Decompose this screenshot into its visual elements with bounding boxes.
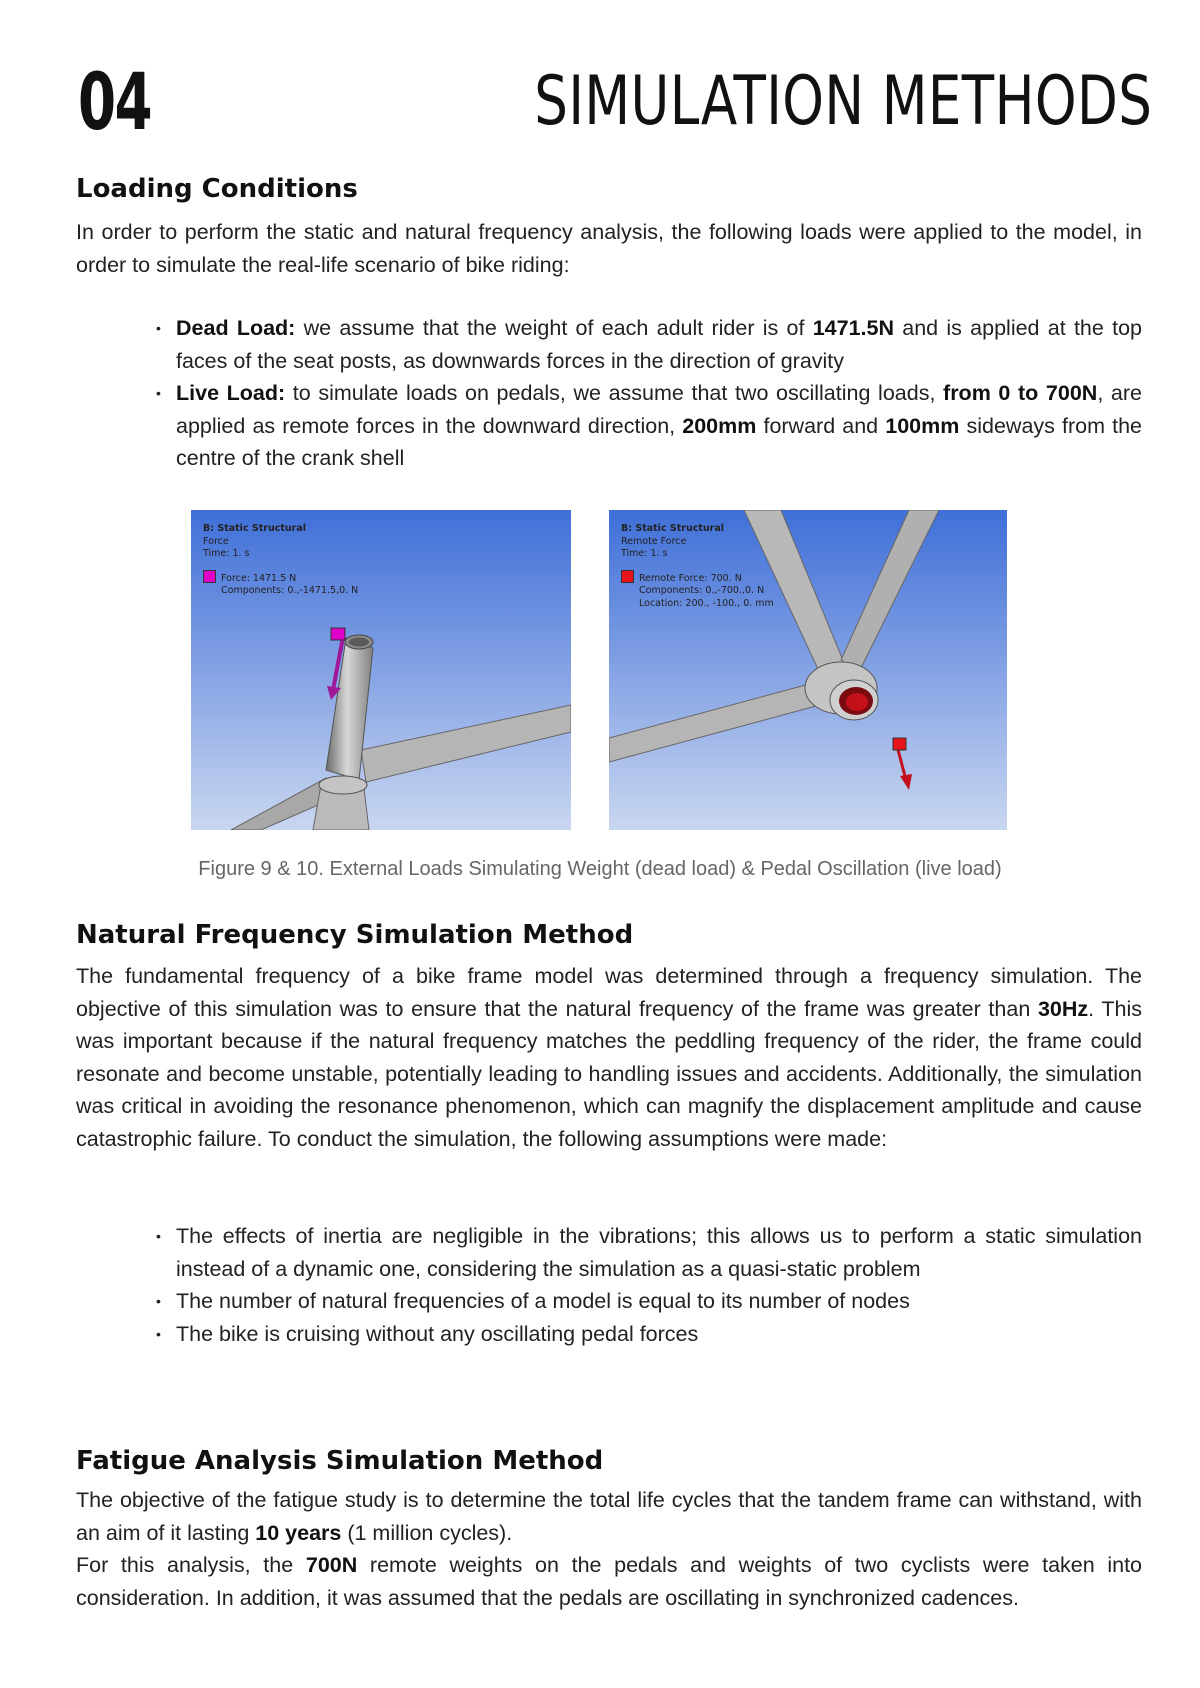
figure-9 xyxy=(191,510,571,830)
text: and is applied at the top faces of the seat posts, as downwards forces in the direction of gravity xyxy=(176,316,1142,373)
fatigue-paragraph xyxy=(76,1484,1142,1614)
text: (1 million cycles). xyxy=(341,1520,513,1545)
legend-force-row xyxy=(621,570,774,586)
legend-force-row xyxy=(203,570,358,586)
dead-load-value: 1471.5N xyxy=(812,316,895,340)
list-item: • The number of natural frequencies of a model is equal to its number of nodes xyxy=(158,1285,1142,1318)
legend-time: Time: 1. s xyxy=(621,548,668,559)
legend-time: Time: 1. s xyxy=(203,548,250,559)
list-item xyxy=(158,312,1142,377)
page-number: 04 xyxy=(78,58,152,148)
figure-9-legend xyxy=(203,523,358,598)
legend-location: Location: 200., -100., 0. mm xyxy=(639,597,774,609)
list-item: • The bike is cruising without any oscillating pedal forces xyxy=(158,1318,1142,1351)
legend-components: Components: 0.,-700.,0. N xyxy=(639,585,765,596)
figure-10-legend xyxy=(621,523,774,610)
legend-components: Components: 0.,-1471.5,0. N xyxy=(221,585,359,596)
forward-offset: 200mm xyxy=(682,413,757,438)
list-item xyxy=(158,377,1142,475)
frequency-value: 30Hz xyxy=(1037,996,1089,1021)
text: For this analysis, the xyxy=(76,1553,306,1577)
live-load-label: Live Load: xyxy=(176,381,286,405)
figure-10 xyxy=(609,510,1007,830)
list-item: • The effects of inertia are negligible in the vibrations; this allows us to perform a static simulation instead of a dynamic one, considering the simulation as a quasi-static problem xyxy=(158,1220,1142,1285)
live-load-range: from 0 to 700N xyxy=(943,381,1098,405)
fatigue-heading: Fatigue Analysis Simulation Method xyxy=(76,1446,604,1476)
legend-title: B: Static Structural xyxy=(621,523,724,534)
force-swatch xyxy=(203,570,216,583)
text: , are applied as remote forces in the downward direction, xyxy=(176,381,1142,438)
text: The objective of the fatigue study is to determine the total life cycles that the tandem frame can withstand, with an aim of it lasting xyxy=(76,1488,1142,1545)
assumption-list xyxy=(158,1220,1142,1350)
legend-type: Force xyxy=(203,535,229,547)
text: forward and xyxy=(756,413,886,438)
dead-load-label: Dead Load: xyxy=(176,316,296,340)
legend-type: Remote Force xyxy=(621,535,687,547)
natural-heading: Natural Frequency Simulation Method xyxy=(76,920,634,950)
text: remote weights on the pedals and weights of two cyclists were taken into consideration. In addition, it was assumed that the pedals are oscillating in synchronized cadences. xyxy=(76,1553,1143,1610)
loading-heading: Loading Conditions xyxy=(76,174,358,204)
text: to simulate loads on pedals, we assume that two oscillating loads, xyxy=(285,381,944,405)
legend-force: Force: 1471.5 N xyxy=(221,572,297,584)
legend-title: B: Static Structural xyxy=(203,523,306,534)
text: The fundamental frequency of a bike frame model was determined through a frequency simulation. The objective of this simulation was to ensure that the natural frequency of the frame was greater than xyxy=(76,964,1142,1021)
loading-intro: In order to perform the static and natural frequency analysis, the following loads were applied to the model, in order to simulate the real-life scenario of bike riding: xyxy=(76,220,1142,277)
load-list xyxy=(158,312,1142,475)
figure-caption: Figure 9 & 10. External Loads Simulating Weight (dead load) & Pedal Oscillation (live load) xyxy=(198,858,1002,880)
sideways-offset: 100mm xyxy=(885,413,960,438)
text: . This was important because if the natural frequency matches the peddling frequency of the rider, the frame could resonate and become unstable, potentially leading to handling issues and accidents. Additionally, the simulation was critical in avoiding the resonance phenomenon, which can magnify the displacement amplitude and cause catastrophic failure. To conduct the simulation, the following assumptions were made: xyxy=(76,996,1142,1151)
remote-weight-value: 700N xyxy=(305,1553,358,1577)
legend-force: Remote Force: 700. N xyxy=(639,572,742,584)
natural-paragraph xyxy=(76,960,1142,1155)
page-title: SIMULATION METHODS xyxy=(534,62,1152,141)
lifetime-value: 10 years xyxy=(255,1520,342,1545)
text: we assume that the weight of each adult rider is of xyxy=(295,316,813,340)
text: sideways from the centre of the crank shell xyxy=(176,413,1143,470)
force-swatch xyxy=(621,570,634,583)
